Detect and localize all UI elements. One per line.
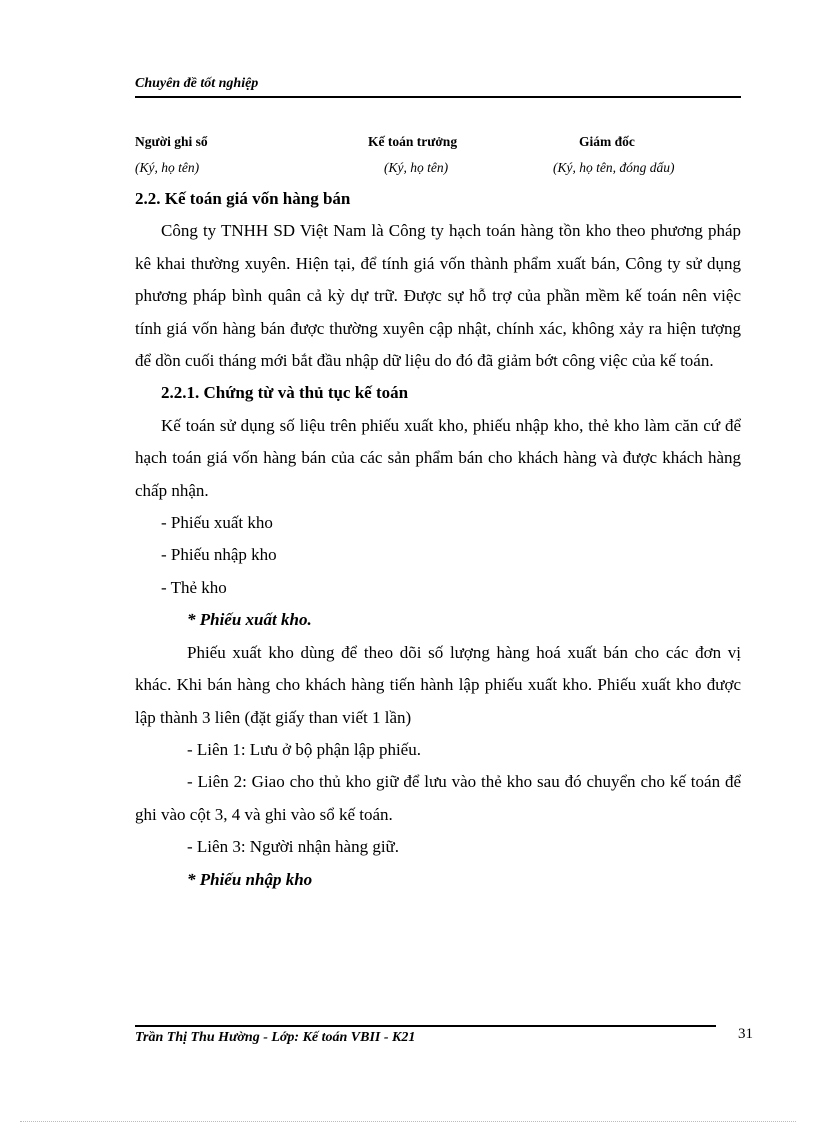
import-slip-title: * Phiếu nhập kho	[187, 869, 313, 889]
subsection-heading: 2.2.1. Chứng từ và thủ tục kế toán	[161, 383, 409, 403]
list-item: - Phiếu xuất kho	[161, 513, 273, 533]
signature-role-chief-accountant: Kế toán trưởng	[368, 134, 458, 149]
header-title: Chuyên đề tốt nghiệp	[135, 76, 259, 91]
footer-author: Trần Thị Thu Hường - Lớp: Kế toán VBII - K21	[135, 1030, 416, 1045]
copy-item: - Liên 2: Giao cho thủ kho giữ để lưu vào thẻ kho sau đó chuyển cho kế toán để ghi vào cột 3, 4 và ghi vào sổ kế toán.	[135, 772, 741, 824]
footer-rule	[135, 1025, 716, 1027]
export-slip-title: * Phiếu xuất kho.	[187, 610, 312, 630]
signature-role-director: Giám đốc	[579, 134, 635, 149]
copy-item: - Liên 1: Lưu ở bộ phận lập phiếu.	[187, 739, 421, 759]
list-item: - Thẻ kho	[161, 577, 227, 597]
signature-note-chief-accountant: (Ký, họ tên)	[384, 160, 449, 175]
document-body	[135, 183, 741, 896]
copy-item: - Liên 3: Người nhận hàng giữ.	[187, 837, 400, 857]
page-number: 31	[738, 1026, 753, 1042]
signature-role-recorder: Người ghi sổ	[135, 134, 208, 149]
export-slip-paragraph: Phiếu xuất kho dùng để theo dõi số lượng hàng hoá xuất bán cho các đơn vị khác. Khi bán hàng cho khách hàng tiến hành lập phiếu xuất kho. Phiếu xuất kho được lập thành 3 liên (đặt giấy than viết 1 lần)	[135, 642, 741, 727]
page-bottom-divider	[20, 1121, 796, 1122]
subsection-paragraph: Kế toán sử dụng số liệu trên phiếu xuất kho, phiếu nhập kho, thẻ kho làm căn cứ để hạch toán giá vốn hàng bán của các sản phẩm bán cho khách hàng và được khách hàng chấp nhận.	[135, 415, 741, 500]
signature-notes	[135, 160, 741, 180]
list-item: - Phiếu nhập kho	[161, 545, 277, 565]
signature-roles	[135, 134, 741, 154]
header-rule	[135, 96, 741, 98]
intro-paragraph: Công ty TNHH SD Việt Nam là Công ty hạch toán hàng tồn kho theo phương pháp kê khai thường xuyên. Hiện tại, để tính giá vốn thành phẩm xuất bán, Công ty sử dụng phương pháp bình quân cả kỳ dự trữ. Được sự hỗ trợ của phần mềm kế toán nên việc tính giá vốn hàng bán được thường xuyên cập nhật, chính xác, không xảy ra hiện tượng để dồn cuối tháng mới bắt đầu nhập dữ liệu do đó đã giảm bớt công việc của kế toán.	[135, 221, 741, 371]
signature-note-recorder: (Ký, họ tên)	[135, 160, 200, 175]
section-heading: 2.2. Kế toán giá vốn hàng bán	[135, 189, 351, 208]
signature-note-director: (Ký, họ tên, đóng dấu)	[553, 160, 675, 175]
